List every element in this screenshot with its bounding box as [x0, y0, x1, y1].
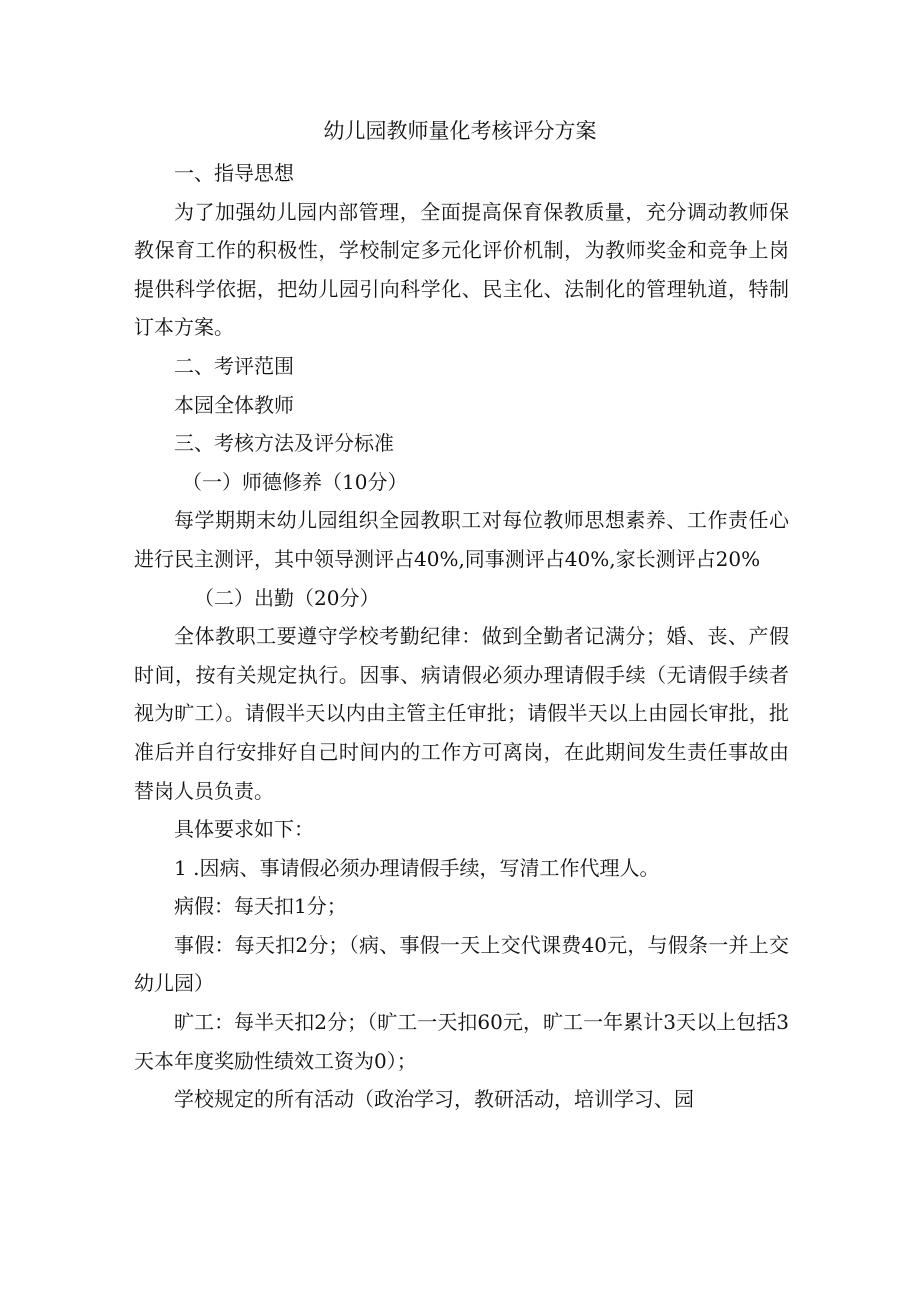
paragraph-activities: 学校规定的所有活动（政治学习，教研活动，培训学习、园 [174, 1087, 694, 1112]
document-body [134, 154, 789, 1119]
subsection-heading-attendance: （二）出勤（20分） [194, 585, 380, 610]
list-item-leave-procedure: 1 .因病、事请假必须办理请假手续，写清工作代理人。 [174, 855, 660, 880]
section-heading-guiding-thought: 一、指导思想 [174, 161, 294, 185]
section-heading-method: 三、考核方法及评分标准 [174, 431, 394, 456]
list-item-sick-leave: 病假：每天扣1分； [174, 894, 347, 919]
paragraph-attendance: 全体教职工要遵守学校考勤纪律：做到全勤者记满分；婚、丧、产假时间，按有关规定执行。因事、病请假必须办理请假手续（无请假手续者视为旷工）。请假半天以内由主管主任审批；请假半天以上由园长审批，批准后并自行安排好自己时间内的工作方可离岗，在此期间发生责任事故由替岗人员负责。 [134, 624, 789, 803]
paragraph-purpose: 为了加强幼儿园内部管理，全面提高保育保教质量，充分调动教师保教保育工作的积极性，学校制定多元化评价机制，为教师奖金和竞争上岗提供科学依据，把幼儿园引向科学化、民主化、法制化的管理轨道，特制订本方案。 [134, 199, 789, 340]
paragraph-requirements-intro: 具体要求如下： [174, 817, 314, 842]
document-title: 幼儿园教师量化考核评分方案 [323, 119, 597, 143]
list-item-personal-leave: 事假：每天扣2分；（病、事假一天上交代课费40元，与假条一并上交幼儿园） [134, 932, 789, 996]
paragraph-scope: 本园全体教师 [174, 392, 294, 417]
list-item-absenteeism: 旷工：每半天扣2分；（旷工一天扣60元，旷工一年累计3天以上包括3天本年度奖励性绩效工资为0）； [134, 1010, 789, 1073]
paragraph-ethics: 每学期期末幼儿园组织全园教职工对每位教师思想素养、工作责任心进行民主测评，其中领导测评占40%,同事测评占40%,家长测评占20% [134, 508, 789, 571]
section-heading-scope: 二、考评范围 [174, 353, 294, 378]
subsection-heading-ethics: （一）师德修养（10分） [182, 469, 408, 494]
